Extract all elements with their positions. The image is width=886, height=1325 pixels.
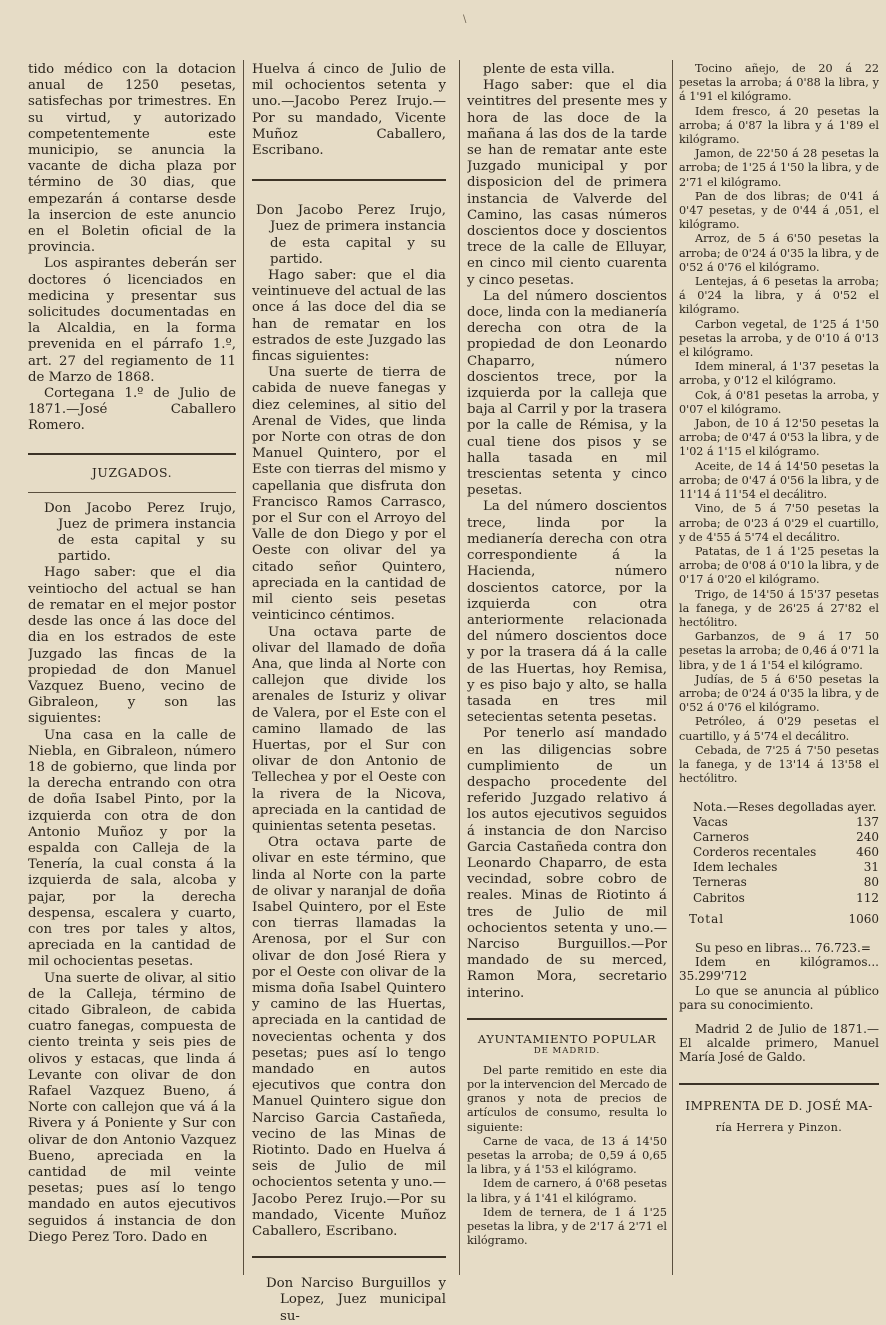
list-item-label: Cabritos bbox=[693, 890, 745, 905]
paragraph: Del parte remitido en este dia por la intervencion del Mercado de granos y nota de precios de artículos de consumo, resulta lo siguiente: bbox=[467, 1063, 667, 1134]
price-item: Garbanzos, de 9 á 17 50 pesetas la arroba; de 0,46 á 0'71 la libra, y de 1 á 1'54 el kilógramo. bbox=[679, 630, 879, 672]
section-rule bbox=[252, 1256, 446, 1258]
paragraph: Hago saber: que el dia veintitres del presente mes y hora de las doce de la mañana á las dos de la tarde se han de rematar ante este Juzgado municipal y por disposicion del de primera instancia de Valverde del Camino, las casas números doscientos doce y doscientos trece de la calle de Elluyar, en cinco mil ciento cuarenta y cinco pesetas. bbox=[467, 78, 667, 288]
list-item-label: Terneras bbox=[693, 875, 747, 890]
list-item bbox=[679, 875, 879, 890]
column-2 bbox=[252, 62, 446, 1325]
total-label: Total bbox=[689, 911, 725, 926]
total-value: 1060 bbox=[848, 911, 879, 926]
section-rule bbox=[28, 453, 236, 455]
column-1 bbox=[28, 62, 236, 1246]
paragraph: Por tenerlo así mandado en las diligencias sobre cumplimiento de un despacho procedente del referido Juzgado relativo á los autos ejecutivos seguidos á instancia de don Narciso Garcia Castañeda contra don Leonardo Chaparro, de esta vecindad, sobre cobro de reales. Minas de Riotinto á tres de Julio de mil ochocientos setenta y uno.—Narciso Burguillos.—Por mandado de su merced, Ramon Mora, secretario interino. bbox=[467, 726, 667, 1001]
price-item: Idem fresco, á 20 pesetas la arroba; á 0'87 la libra y á 1'89 el kilógramo. bbox=[679, 104, 879, 147]
paragraph: La del número doscientos trece, linda por la medianería derecha con otra correspondiente á la Hacienda, número doscientos catorce, por la izquierda con otra anteriormente relacionada del número doscientos doce y por la trasera dá á la calle de las Huertas, hoy Remisa, y es piso bajo y alto, se halla tasada en tres mil setecientas setenta pesetas. bbox=[467, 499, 667, 726]
list-item-value: 112 bbox=[856, 890, 879, 905]
paragraph: Lo que se anuncia al público para su conocimiento. bbox=[679, 983, 879, 1012]
paragraph: Una casa en la calle de Niebla, en Gibraleon, número 18 de gobierno, que linda por la derecha entrando con otra de doña Isabel Pinto, por la izquierda con otra de don Antonio Muñoz y por la espalda con Calleja de la Tenería, la cual consta á la izquierda de sala, alcoba y pajar, por la derecha despensa, escalera y cuarto, con tres por tales y altos, apreciada en la cantidad de mil ochocientas pesetas. bbox=[28, 727, 236, 970]
price-item: Patatas, de 1 á 1'25 pesetas la arroba; de 0'08 á 0'10 la libra, y de 0'17 á 0'20 el kilógramo. bbox=[679, 544, 879, 587]
price-item: Judías, de 5 á 6'50 pesetas la arroba; de 0'24 á 0'35 la libra, y de 0'52 á 0'76 el kilógramo. bbox=[679, 672, 879, 715]
reses-list bbox=[679, 800, 879, 927]
notice-heading: Don Jacobo Perez Irujo, Juez de primera instancia de esta capital y su partido. bbox=[44, 500, 236, 565]
paragraph: Una octava parte de olivar del llamado de doña Ana, que linda al Norte con callejon que divide los arenales de Isturiz y olivar de Valera, por el Este con el camino llamado de las Huertas, por el Sur con olivar de don Antonio de Tellechea y por el Oeste con la rivera de la Nicova, apreciada en la cantidad de quinientas setenta pesetas. bbox=[252, 624, 446, 834]
weight-pounds: Su peso en libras... 76.723.= bbox=[695, 940, 871, 955]
price-item: Carne de vaca, de 13 á 14'50 pesetas la arroba; de 0,59 á 0,65 la libra, y á 1'53 el kilógramo. bbox=[467, 1134, 667, 1177]
price-item: Idem de carnero, á 0'68 pesetas la libra, y á 1'41 el kilógramo. bbox=[467, 1177, 667, 1205]
paragraph: plente de esta villa. bbox=[483, 62, 615, 77]
total-row bbox=[679, 912, 879, 927]
notice-heading: Don Jacobo Perez Irujo, Juez de primera instancia de esta capital y su partido. bbox=[256, 203, 446, 267]
price-item: Idem de ternera, de 1 á 1'25 pesetas la libra, y de 2'17 á 2'71 el kilógramo. bbox=[467, 1205, 667, 1248]
price-item: Carbon vegetal, de 1'25 á 1'50 pesetas la arroba, y de 0'10 á 0'13 el kilógramo. bbox=[679, 317, 879, 360]
section-rule bbox=[28, 492, 236, 493]
nota-heading: Nota.—Reses degolladas ayer. bbox=[693, 800, 877, 815]
notice-heading: Don Narciso Burguillos y Lopez, Juez municipal su- bbox=[266, 1276, 446, 1324]
price-item: Pan de dos libras; de 0'41 á 0'47 pesetas, y de 0'44 á ,051, el kilógramo. bbox=[679, 189, 879, 232]
price-item: Petróleo, á 0'29 pesetas el cuartillo, y á 5'74 el decálitro. bbox=[679, 715, 879, 743]
list-item-value: 137 bbox=[856, 814, 879, 829]
price-item: Aceite, de 14 á 14'50 pesetas la arroba; de 0'47 á 0'56 la libra, y de 11'14 á 11'54 el decálitro. bbox=[679, 459, 879, 502]
column-divider bbox=[243, 60, 244, 1275]
section-heading: AYUNTAMIENTO POPULAR bbox=[477, 1031, 657, 1046]
printer-line: ría Herrera y Pinzon. bbox=[715, 1120, 843, 1134]
price-item: Trigo, de 14'50 á 15'37 pesetas la fanega, y de 26'25 á 27'82 el hectólitro. bbox=[679, 587, 879, 629]
paragraph: La del número doscientos doce, linda con la medianería derecha con otra de la propiedad de don Leonardo Chaparro, número doscientos trece, por la izquierda por la calleja que baja al Carril y por la trasera por la calle de Rémisa, y la cual tiene dos pisos y se halla tasada en mil trescientas setenta y cinco pesetas. bbox=[467, 288, 667, 499]
price-item: Cok, á 0'81 pesetas la arroba, y 0'07 el kilógramo. bbox=[679, 388, 879, 416]
list-item-value: 240 bbox=[856, 829, 879, 844]
price-item: Arroz, de 5 á 6'50 pesetas la arroba; de 0'24 á 0'35 la libra, y de 0'52 á 0'76 el kilógramo. bbox=[679, 232, 879, 274]
paragraph: Los aspirantes deberán ser doctores ó licenciados en medicina y presentar sus solicitudes documentadas en la Alcaldia, en la forma prevenida en el párrafo 1.º, art. 27 del regiamento de 11 de Marzo de 1868. bbox=[28, 256, 236, 385]
paragraph: Huelva á cinco de Julio de mil ochocientos setenta y uno.—Jacobo Perez Irujo.—Por su mandado, Vicente Muñoz Caballero, Escribano. bbox=[252, 62, 446, 159]
price-item: Jamon, de 22'50 á 28 pesetas la arroba; de 1'25 á 1'50 la libra, y de 2'71 el kilógramo. bbox=[679, 147, 879, 189]
list-item-label: Vacas bbox=[693, 814, 728, 829]
section-heading: JUZGADOS. bbox=[91, 464, 173, 480]
weight-kilos: Idem en kilógramos... 35.299'712 bbox=[679, 955, 879, 984]
price-item: Idem mineral, á 1'37 pesetas la arroba, y 0'12 el kilógramo. bbox=[679, 360, 879, 388]
paragraph: Hago saber: que el dia veintiocho del actual se han de rematar en el mejor postor desde las once á las doce del dia en los estrados de este Juzgado las fincas de la propiedad de don Manuel Vazquez Bueno, vecino de Gibraleon, y son las siguientes: bbox=[28, 565, 236, 727]
list-item-label: Carneros bbox=[693, 829, 750, 844]
paragraph: Una suerte de olivar, al sitio de la Calleja, término de citado Gibraleon, de cabida cuatro fanegas, compuesta de ciento treinta y seis pies de olivos y estacas, que linda á Levante con olivar de don Rafael Vazquez Bueno, á Norte con callejon que vá á la Rivera y á Poniente y Sur con olivar de don Antonio Vazquez Bueno, apreciada en la cantidad de mil veinte pesetas; pues así lo tengo mandado en autos ejecutivos seguidos á instancia de don Diego Perez Toro. Dado en bbox=[28, 970, 236, 1245]
section-rule bbox=[679, 1083, 879, 1085]
paragraph: Otra octava parte de olivar en este término, que linda al Norte con la parte de olivar y naranjal de doña Isabel Quintero, por el Este con tierras llamadas la Arenosa, por el Sur con olivar de don José Riera y por el Oeste con olivar de la misma doña Isabel Quintero y camino de las Huertas, apreciada en la cantidad de novecientas ochenta y dos pesetas; pues así lo tengo mandado en autos ejecutivos que contra don Manuel Quintero sigue don Narciso Garcia Castañeda, vecino de las Minas de Riotinto. Dado en Huelva á seis de Julio de mil ochocientos setenta y uno.—Jacobo Perez Irujo.—Por su mandado, Vicente Muñoz Caballero, Escribano. bbox=[252, 835, 446, 1240]
paragraph: Hago saber: que el dia veintinueve del actual de las once á las doce del dia se han de rematar en los estrados de este Juzgado las fincas siguientes: bbox=[252, 268, 446, 365]
list-item bbox=[679, 815, 879, 830]
column-3 bbox=[467, 62, 667, 1248]
list-item-value: 31 bbox=[863, 860, 879, 875]
list-item bbox=[679, 860, 879, 875]
paragraph: Una suerte de tierra de cabida de nueve fanegas y diez celemines, al sitio del Arenal de Vides, que linda por Norte con otras de don Manuel Quintero, por el Este con tierras del mismo y capellania que disfruta don Francisco Ramos Carrasco, por el Sur con el Arroyo del Valle de don Diego y por el Oeste con olivar del ya citado señor Quintero, apreciada en la cantidad de mil ciento seis pesetas veinticinco céntimos. bbox=[252, 365, 446, 624]
printer-line: IMPRENTA DE D. JOSÉ MA- bbox=[685, 1097, 873, 1113]
price-item: Cebada, de 7'25 á 7'50 pesetas la fanega, y de 13'14 á 13'58 el hectólitro. bbox=[679, 743, 879, 786]
list-item bbox=[679, 830, 879, 845]
column-divider bbox=[459, 60, 460, 1275]
column-4 bbox=[679, 62, 879, 1139]
signature: Cortegana 1.º de Julio de 1871.—José Caballero Romero. bbox=[28, 386, 236, 434]
list-item-value: 80 bbox=[863, 875, 879, 890]
signature: Madrid 2 de Julio de 1871.—El alcalde primero, Manuel María José de Galdo. bbox=[679, 1022, 879, 1065]
list-item-value: 460 bbox=[856, 844, 879, 859]
section-subheading: DE MADRID. bbox=[533, 1045, 601, 1056]
price-item: Vino, de 5 á 7'50 pesetas la arroba; de 0'23 á 0'29 el cuartillo, y de 4'55 á 5'74 el decálitro. bbox=[679, 502, 879, 544]
paragraph: tido médico con la dotacion anual de 1250 pesetas, satisfechas por trimestres. En su virtud, y autorizado competentemente este municipio, se anuncia la vacante de dicha plaza por término de 30 dias, que empezarán á contarse desde la insercion de este anuncio en el Boletin oficial de la provincia. bbox=[28, 62, 236, 256]
price-item: Lentejas, á 6 pesetas la arroba; á 0'24 la libra, y á 0'52 el kilógramo. bbox=[679, 275, 879, 317]
list-item bbox=[679, 891, 879, 906]
price-item: Jabon, de 10 á 12'50 pesetas la arroba; de 0'47 á 0'53 la libra, y de 1'02 á 1'15 el kilógramo. bbox=[679, 417, 879, 459]
list-item-label: Idem lechales bbox=[693, 860, 778, 875]
section-rule bbox=[252, 179, 446, 181]
price-item: Tocino añejo, de 20 á 22 pesetas la arroba; á 0'88 la libra, y á 1'91 el kilógramo. bbox=[679, 62, 879, 104]
page-mark: \ bbox=[463, 14, 467, 25]
section-rule bbox=[467, 1018, 667, 1020]
list-item-label: Corderos recentales bbox=[693, 844, 817, 859]
column-divider bbox=[672, 60, 673, 1275]
list-item bbox=[679, 845, 879, 860]
printer-imprint bbox=[679, 1095, 879, 1139]
